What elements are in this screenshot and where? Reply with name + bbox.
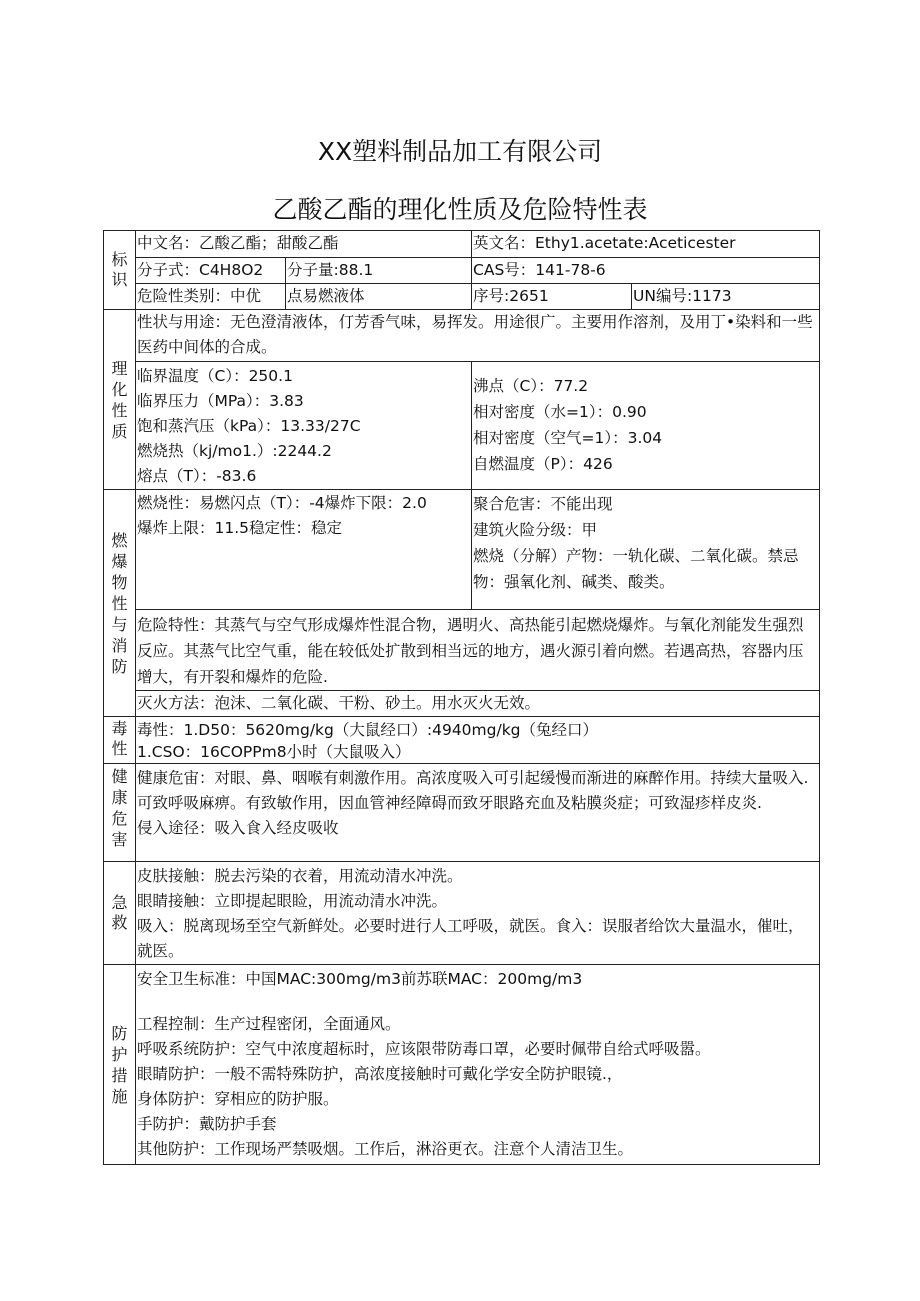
other-protection: 其他防护：工作现场严禁吸烟。工作后，淋浴更衣。注意个人清洁卫生。	[137, 1140, 634, 1158]
heat-of-combustion: 燃烧热（kj/mo1.）:2244.2	[137, 442, 332, 460]
hazard-class: 危险性类别：中优	[136, 284, 286, 310]
category-toxicity: 毒性	[104, 717, 136, 764]
body-protection: 身体防护：穿相应的防护服。	[137, 1090, 339, 1108]
hazard-desc: 点易燃液体	[286, 284, 472, 310]
relative-density-air: 相对密度（空气=1）：3.04	[473, 429, 663, 447]
exposure-route: 侵入途径：吸入食入经皮吸收	[137, 819, 339, 837]
explosion-limit: 爆炸上限：11.5稳定性：稳定	[137, 519, 343, 537]
critical-pressure: 临界压力（MPa）：3.83	[137, 392, 304, 410]
en-name: 英文名：Ethy1.acetate:Aceticester	[472, 231, 820, 258]
category-physchem: 理化性质	[104, 310, 136, 490]
ld50: 毒性：1.D50：5620mg/kg（大鼠经口）:4940mg/kg（兔经口）	[137, 721, 599, 739]
eye-protection: 眼睛防护：一般不需特殊防护，高浓度接触时可戴化学安全防护眼镜.，	[137, 1065, 623, 1083]
autoignition-temperature: 自燃温度（P）：426	[473, 455, 613, 473]
respiratory-protection: 呼吸系统防护：空气中浓度超标时，应该限带防毒口罩，必要时佩带自给式呼吸嚣。	[137, 1040, 711, 1058]
first-aid	[136, 862, 820, 965]
relative-density-water: 相对密度（水=1）：0.90	[473, 403, 647, 421]
serial-number: 序号:2651	[472, 284, 632, 310]
molecular-weight: 分子量:88.1	[286, 258, 472, 284]
physchem-left	[136, 362, 472, 490]
category-health: 健康危害	[104, 764, 136, 862]
eye-contact: 眼睛接触：立即提起眼睑，用流动清水冲洗。	[137, 892, 448, 910]
category-identification: 标识	[104, 231, 136, 310]
toxicity-data	[136, 717, 820, 764]
boiling-point: 沸点（C）：77.2	[473, 377, 589, 395]
cn-name: 中文名：乙酸乙酯；甜酸乙酯	[136, 231, 472, 258]
vapor-pressure: 饱和蒸汽压（kPa）：13.33/27C	[137, 417, 361, 435]
engineering-control: 工程控制：生产过程密闭，全面通风。	[137, 1015, 401, 1033]
physchem-right	[472, 362, 820, 490]
protection-measures	[136, 965, 820, 1165]
safety-standard: 安全卫生标准：中国MAC:300mg/m3前苏联MAC：200mg/m3	[137, 970, 583, 988]
polymerization-hazard: 聚合危害：不能出现	[473, 495, 613, 513]
property-table	[103, 230, 820, 1165]
category-protection: 防护措施	[104, 965, 136, 1165]
inhalation-ingestion: 吸入：脱离现场至空气新鲜处。必要时进行人工呼吸，就医。食入：误服者给饮大量温水，催吐，就医。	[137, 917, 804, 960]
formula: 分子式：C4H8O2	[136, 258, 286, 284]
health-hazard	[136, 764, 820, 862]
flammability: 燃烧性：易燃闪点（T）：-4爆炸下限：2.0	[137, 494, 427, 512]
hand-protection: 手防护：戴防护手套	[137, 1115, 277, 1133]
combustion-products: 燃烧（分解）产物：一轨化碳、二氧化碳。禁忌物：强氧化剂、碱类、酸类。	[473, 547, 799, 591]
fire-rating: 建筑火险分级：甲	[473, 521, 598, 539]
property-table-container	[103, 230, 820, 1158]
fire-left	[136, 490, 472, 610]
health-hazard-text: 健康危宙：对眼、鼻、咽喉有刺激作用。高浓度吸入可引起缓慢而渐进的麻醉作用。持续大量吸入.可致呼吸麻痹。有致敏作用，因血管神经障碍而致牙眼路充血及粘膜炎症；可致湿疹样皮炎.	[137, 769, 809, 812]
lc50: 1.CSO：16COPPm8小时（大鼠吸入）	[137, 743, 411, 761]
un-number: UN编号:1173	[632, 284, 820, 310]
extinguishing-method: 灭火方法：泡沫、二氧化碳、干粉、砂土。用水灭火无效。	[136, 691, 820, 717]
company-name: XX塑料制品加工有限公司	[317, 137, 603, 166]
category-first-aid: 急救	[104, 862, 136, 965]
melting-point: 熔点（T）：-83.6	[137, 467, 257, 485]
category-fire: 燃爆物性与消防	[104, 490, 136, 717]
fire-right	[472, 490, 820, 610]
document-title: 乙酸乙酯的理化性质及危险特性表	[272, 195, 648, 224]
skin-contact: 皮肤接触：脱去污染的衣着，用流动清水冲洗。	[137, 867, 463, 885]
usage-description: 性状与用途：无色澄清液体，仃芳香气味，易挥发。用途很广。主要用作溶剂，及用丁•染料和一些医药中间体的合成。	[136, 310, 820, 362]
cas-number: CAS号：141-78-6	[472, 258, 820, 284]
critical-temperature: 临界温度（C）：250.1	[137, 367, 293, 385]
hazard-characteristics: 危险特性：其蒸气与空气形成爆炸性混合物，遇明火、高热能引起燃烧爆炸。与氧化剂能发生强烈反应。其蒸气比空气重，能在较低处扩散到相当远的地方，遇火源引着向燃。若遇高热，容器内压增大，有开裂和爆炸的危险.	[136, 610, 820, 691]
